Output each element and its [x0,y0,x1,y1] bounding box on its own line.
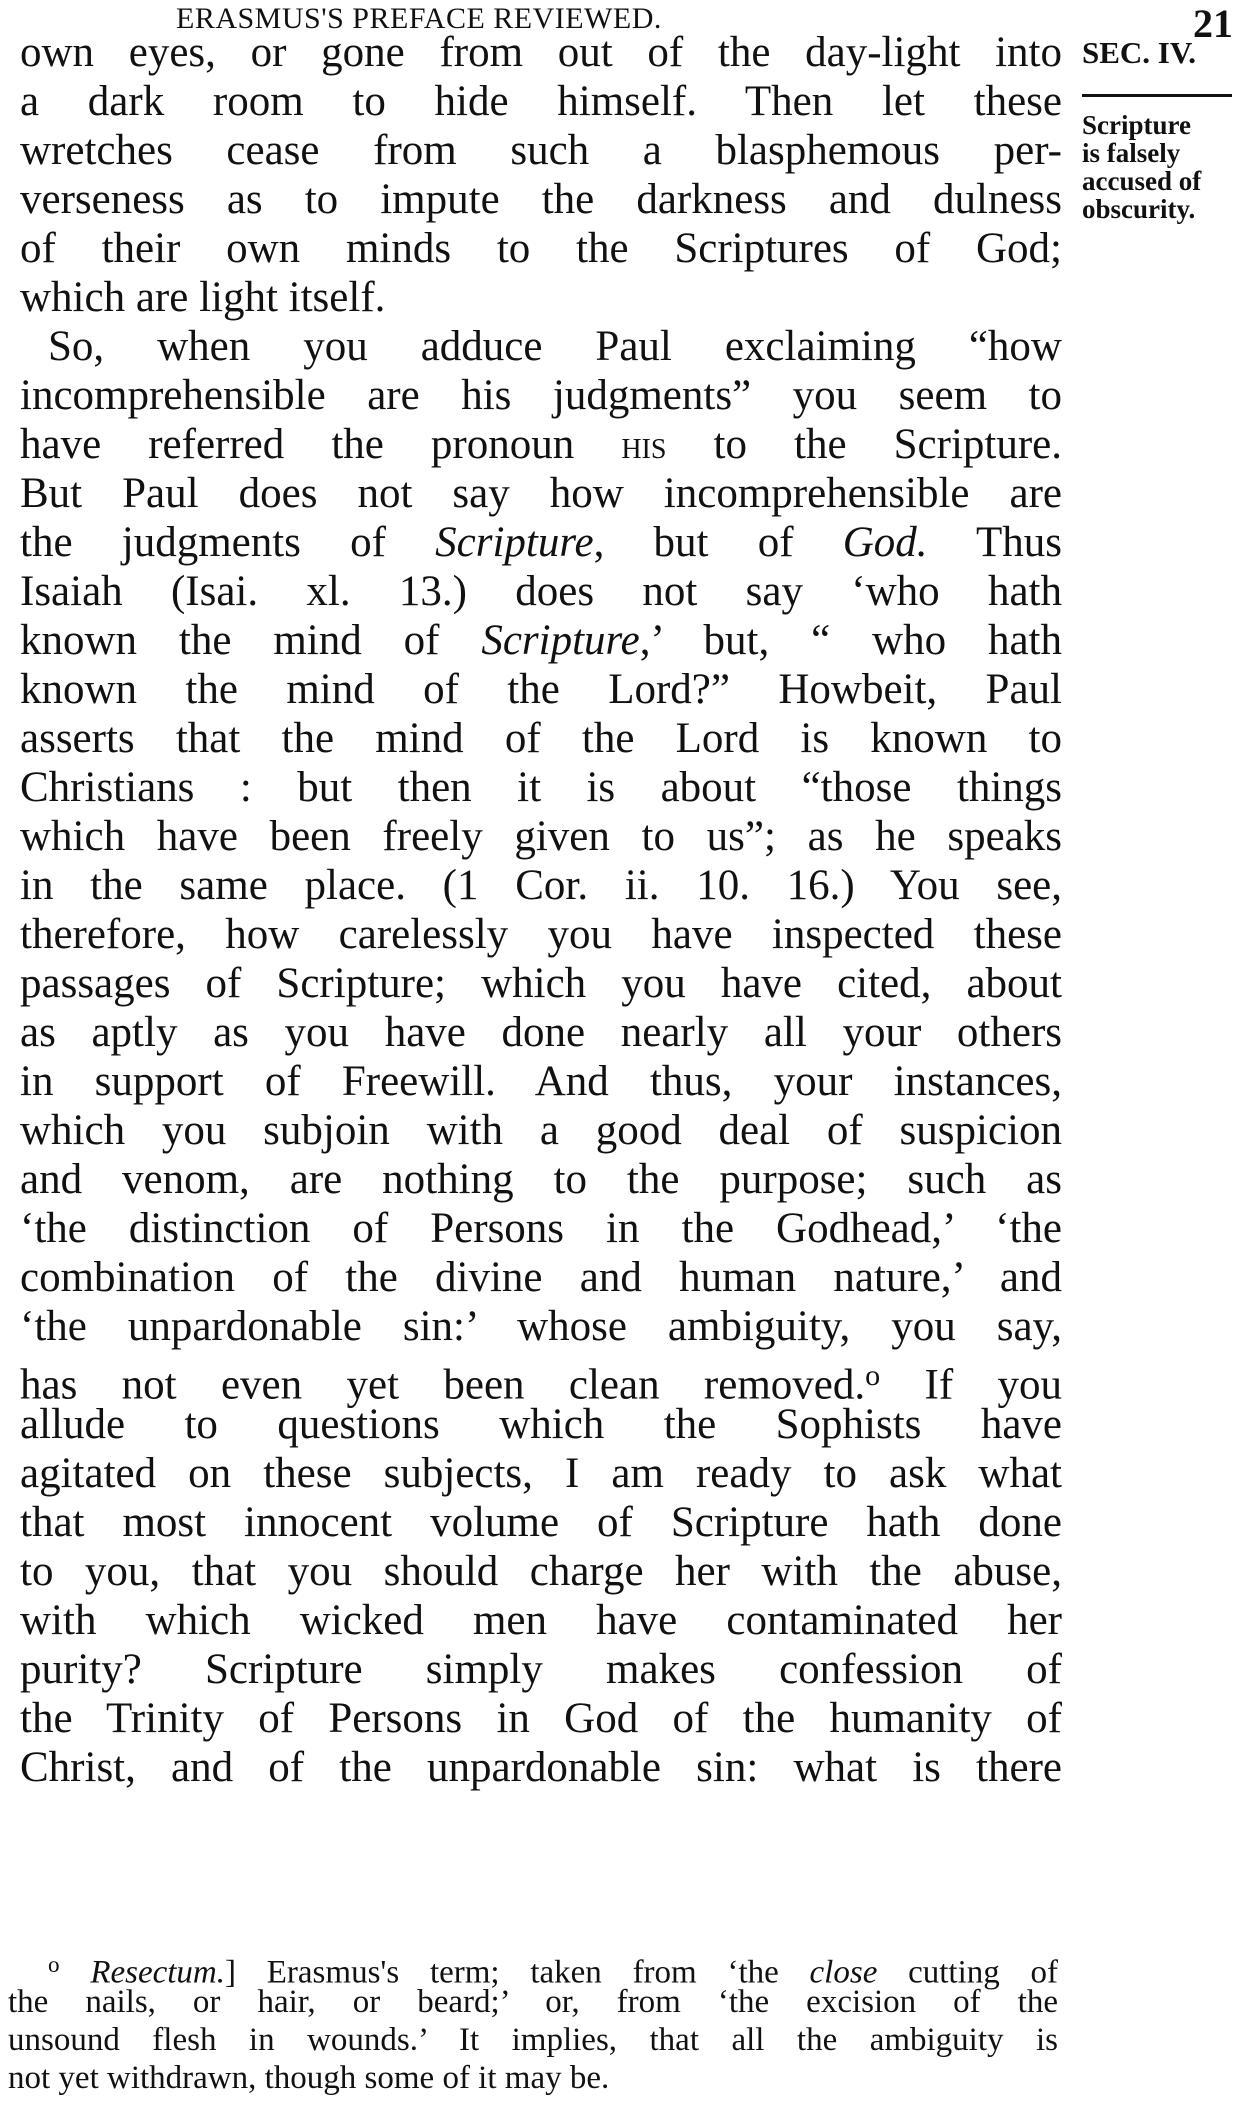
text-fragment: known the mind of [20,617,482,664]
margin-note-line: obscurity. [1082,194,1196,224]
text-line: that most innocent volume of Scripture hath done [20,1499,1062,1546]
text-line [20,616,1062,665]
text-fragment: ] Erasmus's term; taken from ‘the [225,1954,810,1991]
text-line: therefore, how carelessly you have inspected these [20,911,1062,958]
footnote-line: unsound flesh in wounds.’ It implies, that all the ambiguity is [8,2022,1058,2058]
text-line: as aptly as you have done nearly all your others [20,1009,1062,1056]
text-fragment: have referred the pronoun [20,421,622,468]
text-line: to you, that you should charge her with the abuse, [20,1548,1062,1595]
text-line: asserts that the mind of the Lord is known to [20,715,1062,762]
text-line [20,420,1062,469]
text-fragment: Thus [927,519,1062,566]
text-line [20,1351,1063,1409]
text-line: wretches cease from such a blasphemous per- [20,127,1062,174]
text-line: purity? Scripture simply makes confession of [20,1646,1062,1693]
margin-note-line: accused of [1082,166,1202,196]
footnote-line: not yet withdrawn, though some of it may be. [8,2060,610,2096]
text-line: agitated on these subjects, I am ready to ask what [20,1450,1062,1497]
footnote [8,1945,1058,2097]
text-line: known the mind of the Lord?” Howbeit, Paul [20,666,1062,713]
italic-word: Scripture [435,519,594,566]
italic-word: close [809,1954,878,1991]
footnote-line [8,1945,1058,1991]
text-line: ‘the distinction of Persons in the Godhead,’ ‘the [20,1205,1062,1252]
text-line: which you subjoin with a good deal of suspicion [20,1107,1062,1154]
text-fragment: , but of [593,519,843,566]
text-line: ‘the unpardonable sin:’ whose ambiguity, you say, [20,1303,1062,1350]
text-fragment: cutting of [877,1954,1058,1991]
text-fragment: If you [880,1361,1063,1409]
text-fragment: to the Scripture. [666,421,1062,468]
footnote-reference: o [865,1358,881,1392]
text-line: which have been freely given to us”; as he speaks [20,813,1062,860]
section-label: SEC. IV. [1082,35,1197,70]
main-text-column [20,28,1062,1792]
text-line: with which wicked men have contaminated her [20,1597,1062,1644]
text-line: allude to questions which the Sophists have [20,1401,1062,1448]
text-line: verseness as to impute the darkness and dulness [20,176,1062,223]
text-line: which are light itself. [20,274,386,321]
text-line: in support of Freewill. And thus, your instances, [20,1058,1062,1105]
text-line: Christians : but then it is about “those things [20,764,1062,811]
text-line: Isaiah (Isai. xl. 13.) does not say ‘who hath [20,568,1062,615]
text-line: combination of the divine and human nature,’ and [20,1254,1062,1301]
text-line: Christ, and of the unpardonable sin: what is there [20,1744,1062,1791]
text-line: But Paul does not say how incomprehensible are [20,470,1062,517]
text-line: a dark room to hide himself. Then let these [20,78,1062,125]
italic-word: Scripture [481,617,640,664]
footnote-marker: o [48,1951,60,1977]
page-number: 21 [1193,1,1233,46]
text-line: incomprehensible are his judgments” you seem to [20,372,1062,419]
footnote-line: the nails, or hair, or beard;’ or, from ‘the excision of the [8,1984,1058,2020]
text-line: passages of Scripture; which you have cited, about [20,960,1062,1007]
text-line: and venom, are nothing to the purpose; such as [20,1156,1062,1203]
italic-word: God. [842,519,928,566]
running-title: ERASMUS'S PREFACE REVIEWED. [176,2,662,35]
italic-term: Resectum. [90,1954,226,1991]
paragraph-start-line: So, when you adduce Paul exclaiming “how [48,323,1062,370]
text-line: of their own minds to the Scriptures of God; [20,225,1062,272]
text-line: the Trinity of Persons in God of the humanity of [20,1695,1062,1742]
text-line: own eyes, or gone from out of the day-light into [20,29,1062,76]
margin-note-line: Scripture [1082,110,1191,140]
text-line [20,518,1062,567]
smallcaps-word: his [621,423,667,467]
text-fragment: the judgments of [20,519,436,566]
marginal-note [1082,30,1242,223]
margin-note-line: is falsely [1082,138,1181,168]
text-line: in the same place. (1 Cor. ii. 10. 16.) You see, [20,862,1062,909]
section-rule-divider [1082,94,1232,97]
text-fragment: ,’ but, “ who hath [639,617,1062,664]
text-fragment: has not even yet been clean removed. [20,1361,866,1409]
